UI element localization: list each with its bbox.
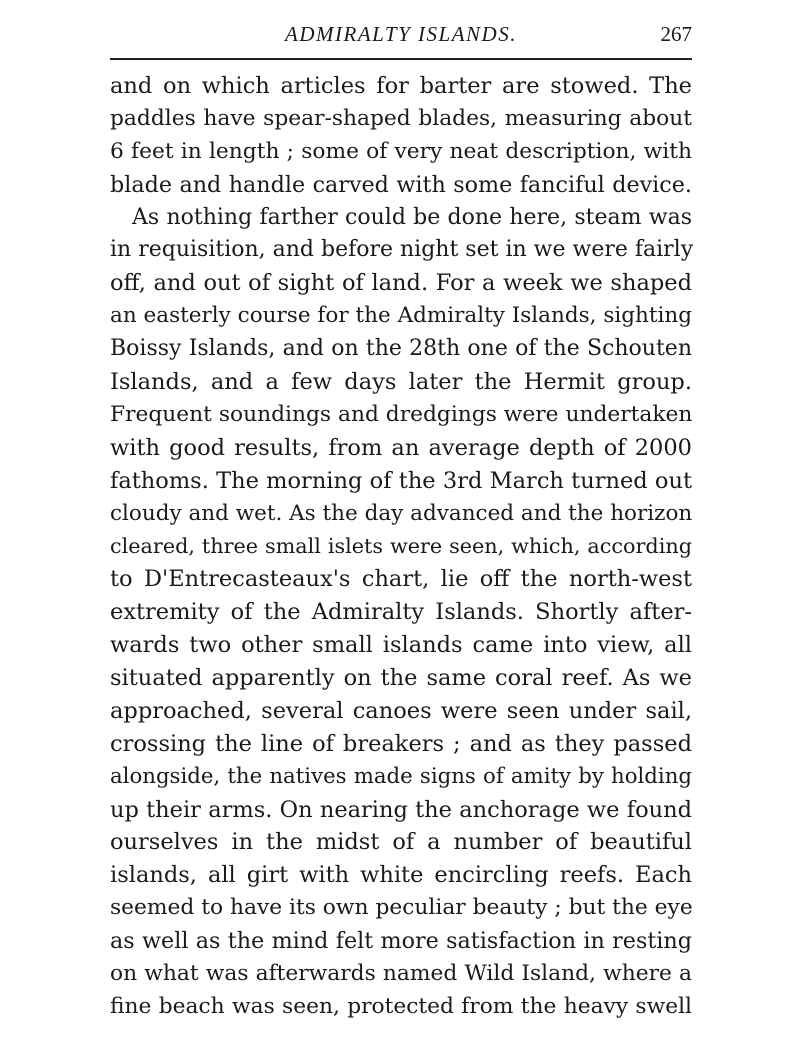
text-line: alongside, the natives made signs of amity by holding <box>110 763 692 789</box>
text-line: paddles have spear-shaped blades, measuring about <box>110 105 692 131</box>
text-line: Boissy Islands, and on the 28th one of the Schouten <box>110 336 692 362</box>
text-line: in requisition, and before night set in we were fairly <box>110 237 694 263</box>
text-line: approached, several canoes were seen under sail, <box>110 697 692 724</box>
text-line: as well as the mind felt more satisfaction in resting <box>110 928 692 955</box>
running-title: ADMIRALTY ISLANDS. <box>285 22 517 46</box>
text-line: fine beach was seen, protected from the heavy swell <box>110 993 692 1019</box>
text-line: up their arms. On nearing the anchorage we found <box>110 796 692 823</box>
text-line: on what was afterwards named Wild Island, where a <box>110 961 692 987</box>
running-head <box>110 22 692 50</box>
text-line: with good results, from an average depth of 2000 <box>110 434 692 461</box>
text-line: cloudy and wet. As the day advanced and the horizon <box>110 500 693 526</box>
text-line: Frequent soundings and dredgings were undertaken <box>110 401 693 427</box>
text-line: wards two other small islands came into view, all <box>110 632 692 659</box>
text-line: seemed to have its own peculiar beauty ; but the eye <box>110 895 693 921</box>
header-rule <box>110 58 692 60</box>
text-line: cleared, three small islets were seen, which, according <box>110 534 692 559</box>
text-line: off, and out of sight of land. For a week we shaped <box>110 270 692 297</box>
text-line: 6 feet in length ; some of very neat description, with <box>110 138 692 164</box>
text-line: crossing the line of breakers ; and as they passed <box>110 730 692 757</box>
page-number: 267 <box>660 22 692 46</box>
text-line: an easterly course for the Admiralty Islands, sighting <box>110 303 692 329</box>
text-line: blade and handle carved with some fanciful device. <box>110 171 692 198</box>
text-line: situated apparently on the same coral reef. As we <box>110 665 692 692</box>
text-line: islands, all girt with white encircling reefs. Each <box>110 862 692 889</box>
text-line: extremity of the Admiralty Islands. Shortly after- <box>110 599 692 626</box>
text-line: fathoms. The morning of the 3rd March turned out <box>110 467 692 494</box>
text-line: ourselves in the midst of a number of beautiful <box>110 829 692 856</box>
body-text <box>110 70 692 1024</box>
text-line: and on which articles for barter are stowed. The <box>110 73 692 99</box>
text-line: Islands, and a few days later the Hermit group. <box>110 369 692 396</box>
paragraph-first-line: As nothing farther could be done here, steam was <box>132 204 692 230</box>
text-line: to D'Entrecasteaux's chart, lie off the north-west <box>110 566 692 593</box>
